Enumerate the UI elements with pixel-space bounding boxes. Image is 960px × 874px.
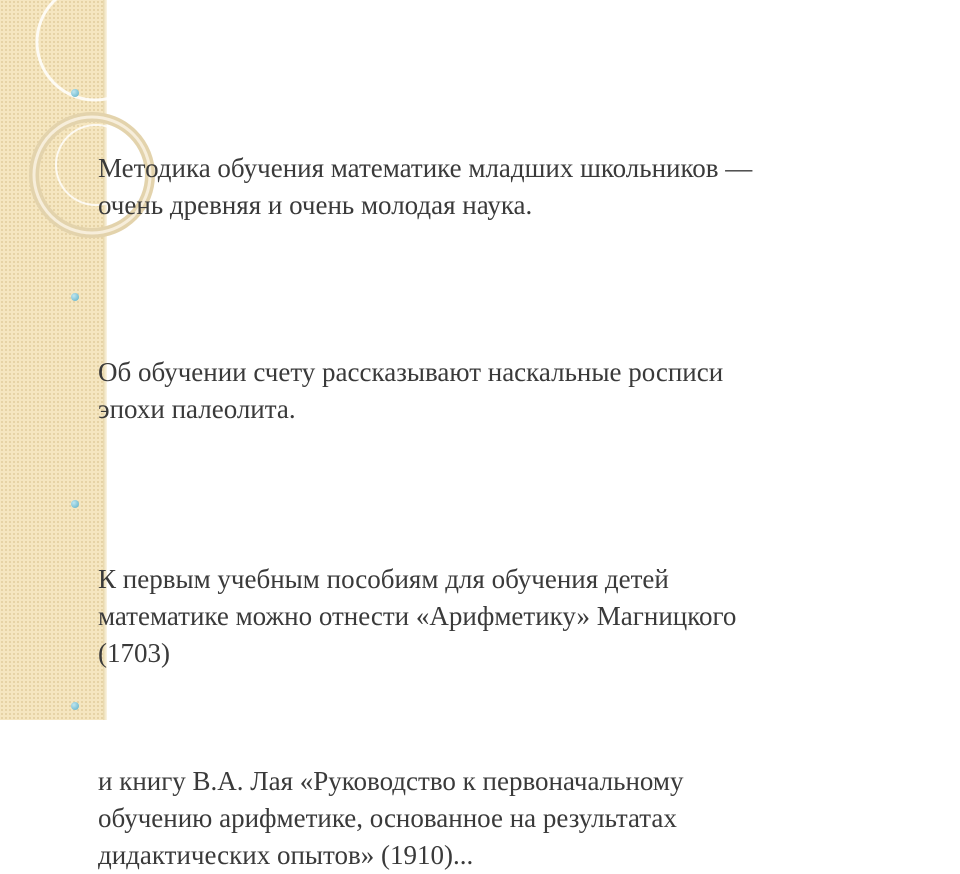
bullet-text: К первым учебным пособиям для обучения детей математике можно отнести «Арифметику» Магницкого (1703) — [98, 564, 737, 668]
bullet-text: Методика обучения математике младших школьников — очень древняя и очень молодая наука. — [98, 153, 753, 220]
bullet-text: Об обучении счету рассказывают наскальные росписи эпохи палеолита. — [98, 357, 724, 424]
bullet-dot-icon — [71, 702, 79, 710]
bullet-item — [70, 487, 890, 672]
bullet-item — [70, 76, 890, 224]
bullet-text: и книгу В.А. Лая «Руководство к первоначальному обучению арифметике, основанное на результатах дидактических опытов» (1910)... — [98, 766, 684, 870]
bullet-dot-icon — [71, 89, 79, 97]
bullet-item — [70, 280, 890, 428]
bullet-item — [70, 689, 890, 874]
bullet-dot-icon — [71, 500, 79, 508]
bullet-list — [70, 76, 890, 874]
bullet-dot-icon — [71, 293, 79, 301]
